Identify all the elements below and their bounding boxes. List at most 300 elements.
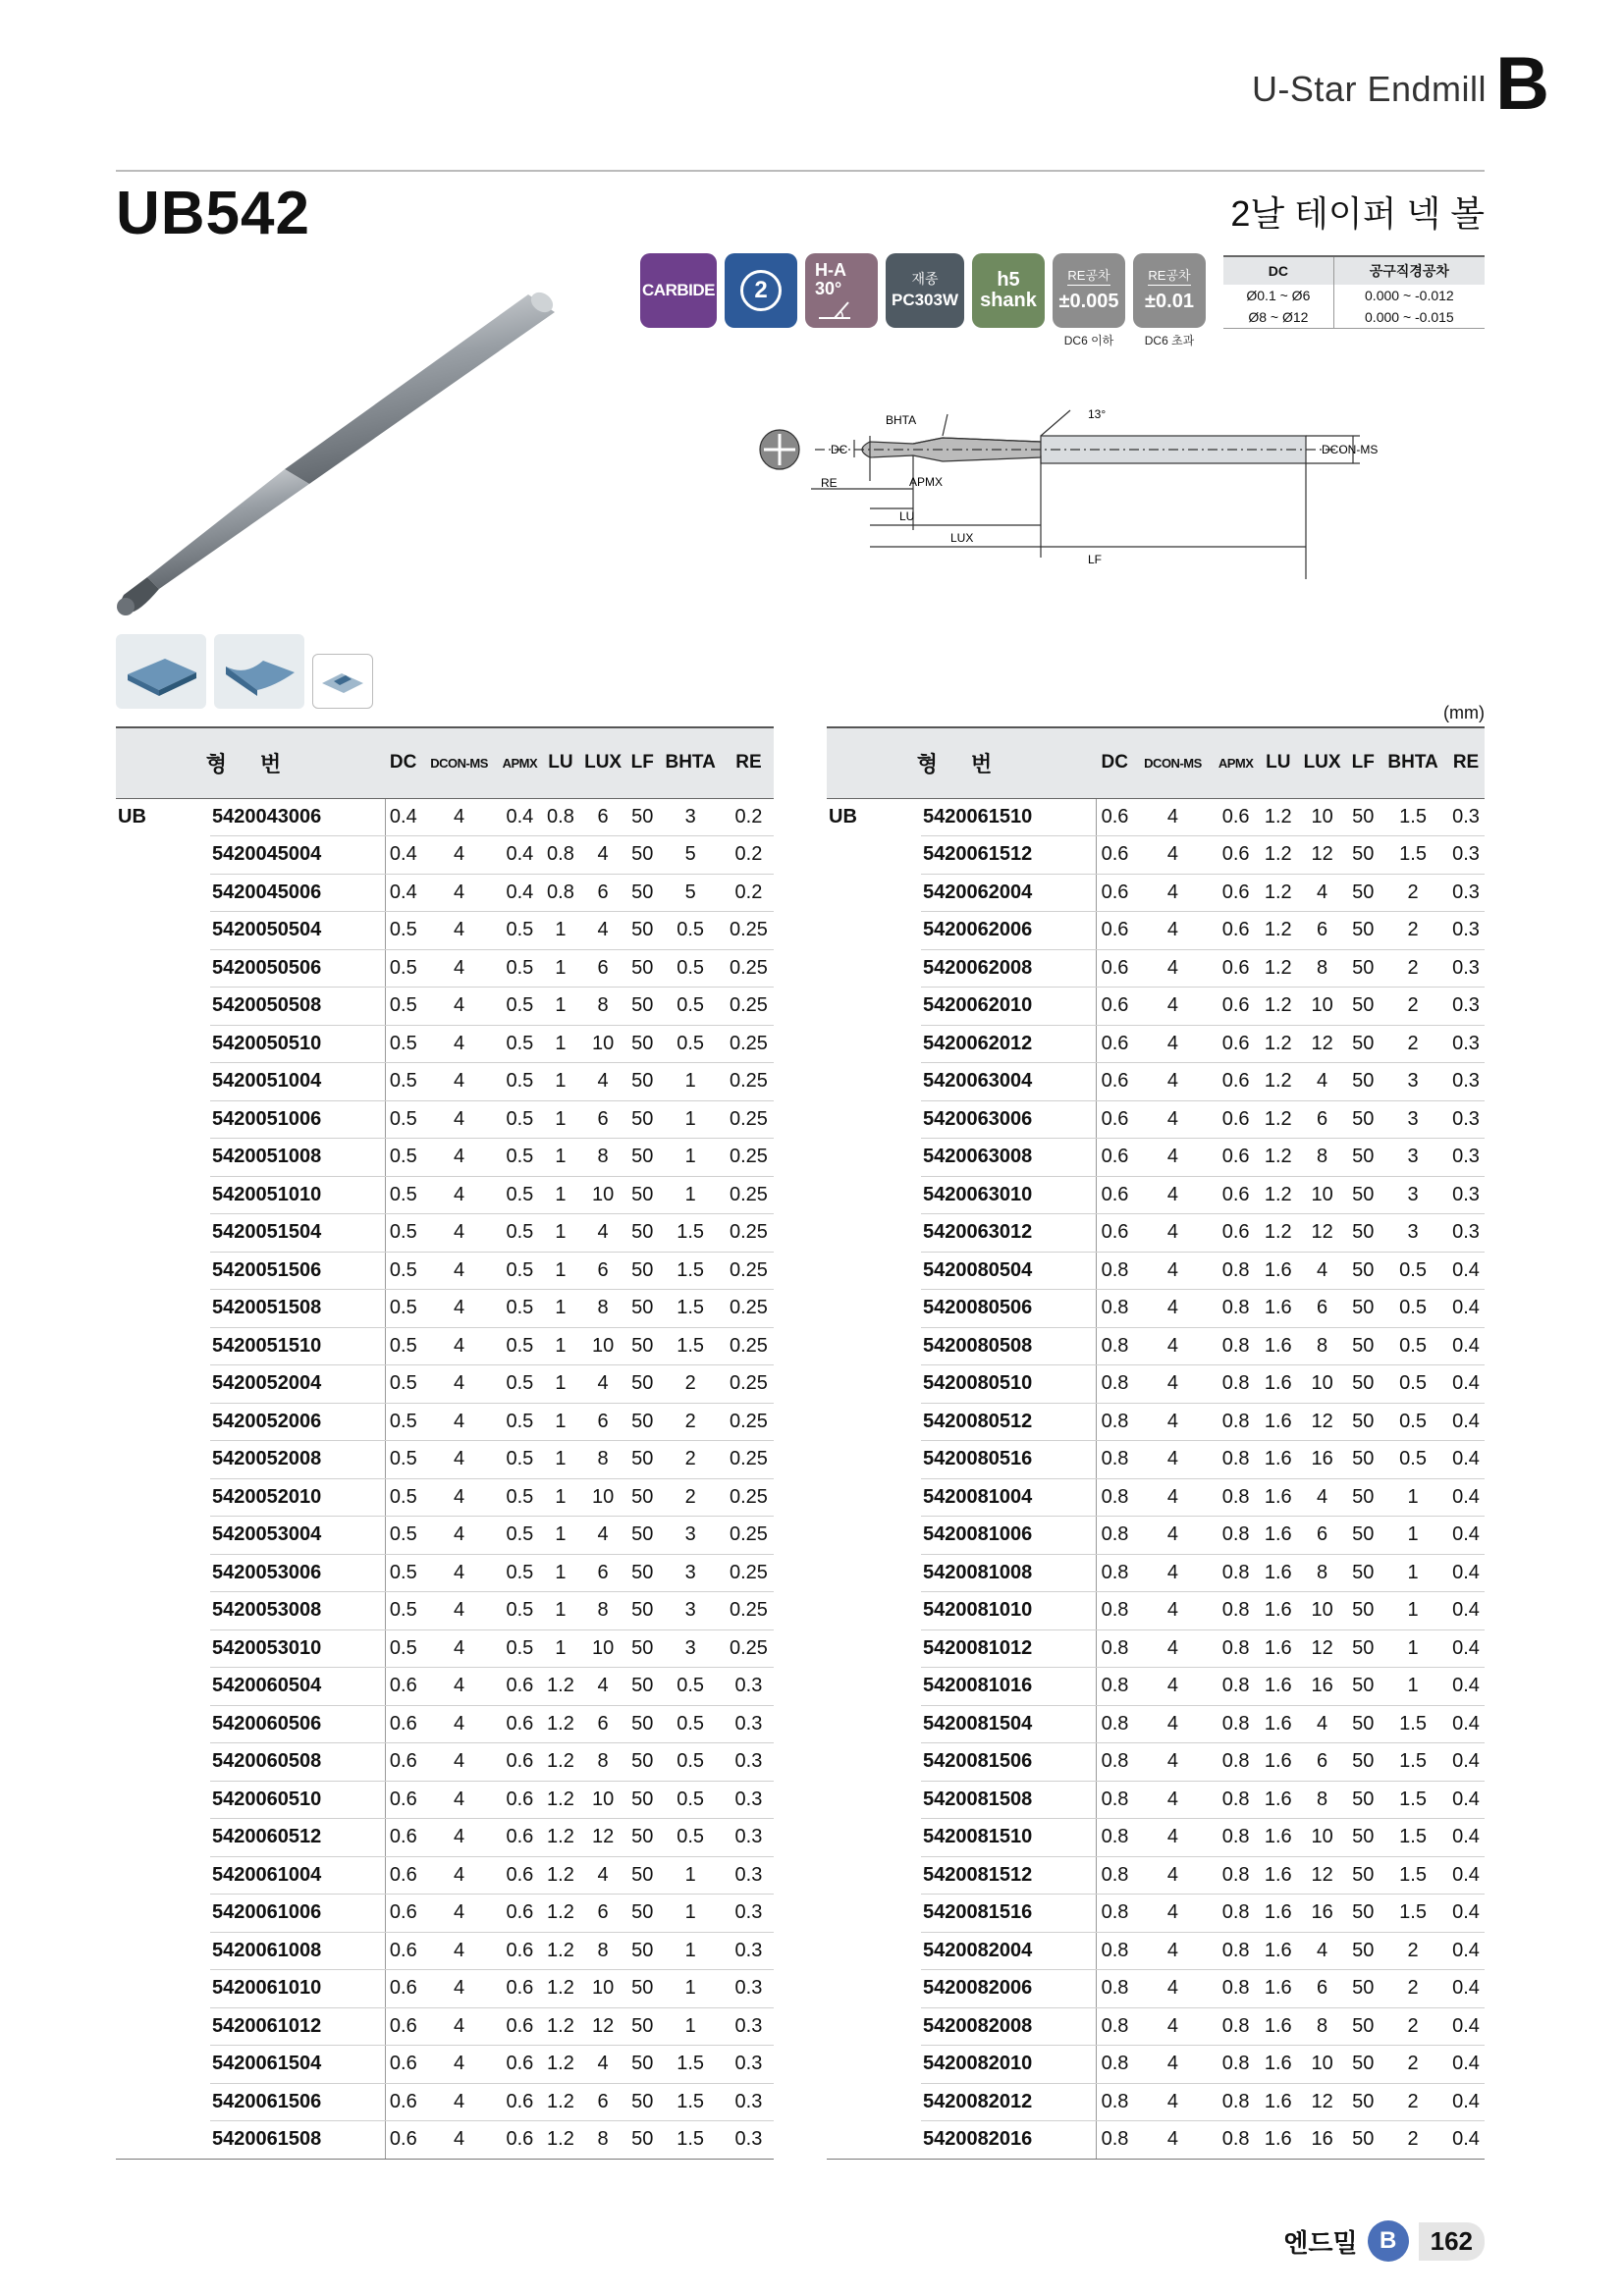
- spec-cell: 50: [1347, 1403, 1379, 1441]
- spec-cell: 0.8: [1096, 1705, 1134, 1743]
- spec-cell: 4: [578, 1668, 627, 1706]
- product-code-cell: 5420063008: [921, 1139, 1096, 1177]
- spec-cell: 1.2: [543, 2083, 578, 2121]
- spec-cell: 4: [421, 2007, 497, 2046]
- spec-cell: 0.6: [385, 1743, 421, 1782]
- table-row: [827, 1705, 1485, 1743]
- spec-cell: 0.8: [1212, 1441, 1259, 1479]
- spec-cell: 0.25: [724, 1290, 774, 1328]
- spec-cell: 0.5: [1379, 1365, 1447, 1404]
- spec-cell: 12: [1297, 1629, 1348, 1668]
- slot-machining-icon: [312, 654, 373, 709]
- table-row: [827, 836, 1485, 875]
- spec-cell: 1: [657, 1970, 723, 2008]
- product-code-cell: 5420051510: [210, 1327, 385, 1365]
- table-row: [116, 912, 774, 950]
- spec-cell: 4: [1134, 1252, 1213, 1290]
- spec-cell: 1: [543, 1441, 578, 1479]
- spec-cell: 4: [1134, 1365, 1213, 1404]
- product-code-cell: 5420050504: [210, 912, 385, 950]
- spec-cell: 1.6: [1260, 1290, 1297, 1328]
- spec-cell: 0.6: [1096, 798, 1134, 836]
- spec-cell: 4: [1134, 1781, 1213, 1819]
- spec-cell: 1: [657, 1932, 723, 1970]
- tol-header-dc: DC: [1223, 256, 1333, 285]
- spec-cell: 4: [421, 1214, 497, 1253]
- spec-cell: 4: [1134, 2046, 1213, 2084]
- table-row: [827, 1592, 1485, 1630]
- spec-cell: 0.4: [1447, 1403, 1485, 1441]
- header-dc: DC: [385, 727, 421, 798]
- spec-cell: 0.5: [497, 912, 543, 950]
- spec-cell: 0.3: [724, 1970, 774, 2008]
- spec-cell: 1: [543, 1592, 578, 1630]
- diagram-label-bhta: BHTA: [886, 413, 917, 427]
- table-row: [827, 988, 1485, 1026]
- spec-cell: 6: [1297, 1290, 1348, 1328]
- spec-cell: 1.5: [657, 1214, 723, 1253]
- spec-cell: 0.2: [724, 874, 774, 912]
- spec-cell: 4: [1297, 1063, 1348, 1101]
- series-cell: [827, 1327, 921, 1365]
- spec-cell: 0.4: [1447, 2121, 1485, 2160]
- spec-cell: 4: [1134, 836, 1213, 875]
- series-cell: [116, 1327, 210, 1365]
- table-row: [116, 874, 774, 912]
- flute-badge: 2: [725, 253, 797, 328]
- series-cell: [827, 874, 921, 912]
- spec-cell: 0.6: [497, 1970, 543, 2008]
- spec-cell: 8: [578, 1743, 627, 1782]
- spec-cell: 0.5: [497, 1517, 543, 1555]
- spec-cell: 1: [543, 1629, 578, 1668]
- spec-cell: 1.2: [1260, 1139, 1297, 1177]
- spec-cell: 4: [421, 1819, 497, 1857]
- spec-cell: 4: [1134, 1856, 1213, 1895]
- spec-cell: 50: [627, 874, 657, 912]
- spec-cell: 4: [1134, 949, 1213, 988]
- table-row: [827, 1554, 1485, 1592]
- spec-cell: 1: [657, 2007, 723, 2046]
- spec-cell: 4: [1134, 1517, 1213, 1555]
- spec-cell: 0.8: [1212, 2121, 1259, 2160]
- spec-cell: 1.5: [657, 1290, 723, 1328]
- spec-cell: 1.6: [1260, 1895, 1297, 1933]
- spec-cell: 0.25: [724, 1214, 774, 1253]
- product-code-cell: 5420052010: [210, 1478, 385, 1517]
- spec-cell: 50: [1347, 836, 1379, 875]
- product-code-cell: 5420051508: [210, 1290, 385, 1328]
- helix-badge: H-A 30°: [805, 253, 878, 328]
- spec-cell: 50: [627, 1252, 657, 1290]
- header-lf: LF: [627, 727, 657, 798]
- spec-cell: 6: [578, 2083, 627, 2121]
- spec-cell: 0.8: [1212, 1478, 1259, 1517]
- table-row: [827, 1441, 1485, 1479]
- spec-cell: 0.4: [1447, 1365, 1485, 1404]
- spec-cell: 1.5: [1379, 836, 1447, 875]
- spec-cell: 8: [1297, 949, 1348, 988]
- table-row: [116, 1441, 774, 1479]
- spec-cell: 50: [1347, 1365, 1379, 1404]
- spec-cell: 0.5: [497, 1025, 543, 1063]
- spec-cell: 0.8: [1096, 1290, 1134, 1328]
- spec-cell: 1.2: [1260, 988, 1297, 1026]
- spec-cell: 50: [1347, 1668, 1379, 1706]
- spec-cell: 0.8: [1212, 1819, 1259, 1857]
- spec-cell: 50: [627, 1592, 657, 1630]
- spec-cell: 4: [578, 1214, 627, 1253]
- spec-cell: 4: [421, 1327, 497, 1365]
- series-cell: [116, 912, 210, 950]
- spec-cell: 0.8: [1096, 2007, 1134, 2046]
- spec-cell: 0.5: [385, 1327, 421, 1365]
- spec-cell: 0.6: [385, 2046, 421, 2084]
- diagram-label-lux: LUX: [950, 531, 974, 545]
- spec-cell: 1: [543, 1139, 578, 1177]
- spec-cell: 4: [1134, 1743, 1213, 1782]
- spec-cell: 10: [578, 1970, 627, 2008]
- spec-cell: 0.6: [385, 2007, 421, 2046]
- spec-cell: 2: [1379, 2046, 1447, 2084]
- product-code-cell: 5420081012: [921, 1629, 1096, 1668]
- spec-cell: 0.8: [1096, 1554, 1134, 1592]
- spec-cell: 10: [578, 1478, 627, 1517]
- spec-cell: 0.4: [1447, 1668, 1485, 1706]
- spec-cell: 1.6: [1260, 1668, 1297, 1706]
- table-row: [827, 1478, 1485, 1517]
- header-model: 형 번: [827, 727, 1096, 798]
- product-code-cell: 5420052006: [210, 1403, 385, 1441]
- table-row: [116, 2121, 774, 2160]
- spec-cell: 1.5: [1379, 1856, 1447, 1895]
- spec-cell: 1.6: [1260, 1365, 1297, 1404]
- table-row: [827, 874, 1485, 912]
- spec-cell: 1: [657, 1895, 723, 1933]
- spec-cell: 0.5: [1379, 1290, 1447, 1328]
- product-code-cell: 5420050506: [210, 949, 385, 988]
- product-code-cell: 5420045006: [210, 874, 385, 912]
- spec-cell: 0.8: [1212, 1932, 1259, 1970]
- spec-cell: 50: [1347, 1252, 1379, 1290]
- spec-cell: 1.5: [1379, 798, 1447, 836]
- spec-cell: 16: [1297, 1441, 1348, 1479]
- spec-cell: 0.4: [1447, 1705, 1485, 1743]
- table-row: [116, 1139, 774, 1177]
- table-row: [116, 1895, 774, 1933]
- spec-cell: 1.2: [543, 1668, 578, 1706]
- spec-cell: 1.2: [543, 1781, 578, 1819]
- spec-cell: 0.4: [1447, 1441, 1485, 1479]
- series-cell: [116, 1743, 210, 1782]
- spec-cell: 0.4: [1447, 2007, 1485, 2046]
- product-code-cell: 5420061012: [210, 2007, 385, 2046]
- table-row: [827, 1517, 1485, 1555]
- spec-cell: 1: [1379, 1554, 1447, 1592]
- spec-cell: 0.6: [497, 1781, 543, 1819]
- diagram-label-lf: LF: [1088, 553, 1103, 566]
- spec-cell: 50: [627, 1781, 657, 1819]
- spec-cell: 0.25: [724, 949, 774, 988]
- spec-cell: 50: [1347, 2046, 1379, 2084]
- spec-cell: 4: [421, 1063, 497, 1101]
- diameter-tolerance-table: [1223, 255, 1485, 329]
- spec-cell: 4: [1134, 1139, 1213, 1177]
- header-dcon: DCON-MS: [421, 727, 497, 798]
- spec-cell: 50: [1347, 2121, 1379, 2160]
- table-row: [827, 1327, 1485, 1365]
- spec-cell: 1: [657, 1856, 723, 1895]
- spec-cell: 0.8: [1212, 1743, 1259, 1782]
- spec-cell: 4: [421, 1478, 497, 1517]
- series-cell: [827, 1176, 921, 1214]
- product-code-cell: 5420060510: [210, 1781, 385, 1819]
- spec-cell: 2: [1379, 2121, 1447, 2160]
- spec-cell: 1.2: [543, 2121, 578, 2160]
- table-row: [827, 1895, 1485, 1933]
- product-code-cell: 5420082012: [921, 2083, 1096, 2121]
- spec-cell: 4: [421, 1856, 497, 1895]
- spec-cell: 0.4: [385, 874, 421, 912]
- spec-cell: 0.6: [1096, 1063, 1134, 1101]
- spec-cell: 4: [1134, 912, 1213, 950]
- spec-cell: 4: [421, 1517, 497, 1555]
- spec-cell: 4: [421, 1781, 497, 1819]
- spec-cell: 0.5: [385, 1025, 421, 1063]
- spec-cell: 0.5: [657, 1819, 723, 1857]
- spec-cell: 50: [1347, 798, 1379, 836]
- unit-label: (mm): [1443, 703, 1485, 722]
- spec-cell: 4: [1297, 874, 1348, 912]
- spec-cell: 0.25: [724, 1441, 774, 1479]
- spec-cell: 50: [627, 2121, 657, 2160]
- spec-cell: 50: [1347, 1025, 1379, 1063]
- series-cell: [116, 1517, 210, 1555]
- spec-cell: 8: [578, 1139, 627, 1177]
- spec-cell: 10: [1297, 1176, 1348, 1214]
- series-cell: UB: [118, 806, 146, 828]
- spec-cell: 1: [1379, 1517, 1447, 1555]
- header-re: RE: [724, 727, 774, 798]
- spec-cell: 0.25: [724, 1327, 774, 1365]
- spec-cell: 4: [421, 836, 497, 875]
- spec-cell: 0.8: [1212, 1403, 1259, 1441]
- spec-cell: 0.8: [543, 874, 578, 912]
- table-row: [116, 1365, 774, 1404]
- spec-cell: 0.3: [724, 1932, 774, 1970]
- spec-cell: 1.6: [1260, 1592, 1297, 1630]
- series-cell: [827, 1441, 921, 1479]
- spec-cell: 1: [1379, 1478, 1447, 1517]
- spec-cell: 0.5: [385, 1290, 421, 1328]
- spec-cell: 0.5: [1379, 1441, 1447, 1479]
- spec-cell: 0.8: [1096, 1441, 1134, 1479]
- table-row: [116, 988, 774, 1026]
- spec-cell: 0.6: [497, 1932, 543, 1970]
- spec-cell: 8: [1297, 1554, 1348, 1592]
- spec-cell: 4: [578, 2046, 627, 2084]
- spec-cell: 0.4: [497, 836, 543, 875]
- spec-cell: 1.5: [657, 2046, 723, 2084]
- spec-cell: 1.6: [1260, 1403, 1297, 1441]
- series-cell: [116, 949, 210, 988]
- spec-cell: 4: [1134, 1592, 1213, 1630]
- header-apmx: APMX: [1212, 727, 1259, 798]
- spec-cell: 50: [627, 912, 657, 950]
- product-code-cell: 5420081004: [921, 1478, 1096, 1517]
- spec-cell: 0.3: [1447, 1176, 1485, 1214]
- series-cell: [116, 1705, 210, 1743]
- table-row: [827, 1290, 1485, 1328]
- spec-cell: 0.5: [385, 1592, 421, 1630]
- spec-cell: 12: [578, 2007, 627, 2046]
- spec-cell: 2: [1379, 1025, 1447, 1063]
- spec-cell: 0.8: [1096, 1252, 1134, 1290]
- table-row: [827, 1252, 1485, 1290]
- spec-cell: 4: [1134, 1176, 1213, 1214]
- spec-cell: 0.4: [1447, 2083, 1485, 2121]
- spec-cell: 4: [1134, 2083, 1213, 2121]
- product-code-cell: 5420062006: [921, 912, 1096, 950]
- table-row: [116, 798, 774, 836]
- spec-cell: 1.2: [543, 2007, 578, 2046]
- re-tolerance-badge-1: RE공차 ±0.005: [1053, 253, 1125, 328]
- spec-cell: 50: [627, 1365, 657, 1404]
- product-code-cell: 5420080508: [921, 1327, 1096, 1365]
- spec-cell: 0.3: [724, 1856, 774, 1895]
- spec-cell: 4: [1134, 2121, 1213, 2160]
- spec-cell: 0.25: [724, 1139, 774, 1177]
- spec-cell: 0.8: [1212, 1856, 1259, 1895]
- spec-cell: 6: [578, 949, 627, 988]
- table-row: [827, 1100, 1485, 1139]
- spec-cell: 50: [627, 1629, 657, 1668]
- spec-cell: 0.5: [385, 1629, 421, 1668]
- spec-cell: 8: [1297, 2007, 1348, 2046]
- table-row: [116, 1290, 774, 1328]
- series-cell: UB: [829, 806, 857, 828]
- spec-cell: 1.5: [1379, 1743, 1447, 1782]
- spec-cell: 0.8: [543, 798, 578, 836]
- spec-cell: 0.5: [497, 1214, 543, 1253]
- spec-cell: 0.3: [1447, 988, 1485, 1026]
- spec-cell: 50: [627, 1554, 657, 1592]
- table-row: [116, 1668, 774, 1706]
- spec-cell: 0.6: [385, 1895, 421, 1933]
- series-cell: [116, 1668, 210, 1706]
- spec-cell: 1: [543, 949, 578, 988]
- series-cell: [827, 1668, 921, 1706]
- series-cell: [116, 2046, 210, 2084]
- spec-cell: 0.8: [1212, 1705, 1259, 1743]
- table-row: [827, 2083, 1485, 2121]
- product-code-cell: 5420080504: [921, 1252, 1096, 1290]
- spec-cell: 4: [421, 988, 497, 1026]
- spec-cell: 1.5: [657, 1327, 723, 1365]
- spec-cell: 1.2: [543, 1743, 578, 1782]
- product-code-cell: 5420062010: [921, 988, 1096, 1026]
- spec-cell: 50: [1347, 1705, 1379, 1743]
- spec-cell: 1: [657, 1063, 723, 1101]
- spec-cell: 50: [627, 1856, 657, 1895]
- spec-cell: 4: [421, 1441, 497, 1479]
- table-row: [116, 1856, 774, 1895]
- spec-cell: 0.8: [1212, 1629, 1259, 1668]
- spec-cell: 0.25: [724, 1365, 774, 1404]
- spec-cell: 50: [627, 798, 657, 836]
- table-row: [827, 1176, 1485, 1214]
- product-code-cell: 5420081512: [921, 1856, 1096, 1895]
- diagram-label-apmx: APMX: [909, 475, 944, 489]
- product-code-cell: 5420045004: [210, 836, 385, 875]
- spec-cell: 4: [578, 1856, 627, 1895]
- product-code-cell: 5420060512: [210, 1819, 385, 1857]
- spec-cell: 0.5: [497, 1176, 543, 1214]
- product-code-cell: 5420081506: [921, 1743, 1096, 1782]
- table-row: [116, 1629, 774, 1668]
- product-code-cell: 5420053004: [210, 1517, 385, 1555]
- product-code-cell: 5420082008: [921, 2007, 1096, 2046]
- spec-cell: 50: [1347, 1214, 1379, 1253]
- spec-cell: 50: [627, 1139, 657, 1177]
- diagram-label-dcon: DCON-MS: [1322, 443, 1379, 456]
- spec-cell: 50: [627, 1025, 657, 1063]
- spec-cell: 0.3: [1447, 836, 1485, 875]
- series-cell: [827, 1365, 921, 1404]
- spec-cell: 0.3: [724, 1705, 774, 1743]
- series-cell: [116, 1252, 210, 1290]
- product-code-cell: 5420081008: [921, 1554, 1096, 1592]
- spec-cell: 4: [578, 1517, 627, 1555]
- table-row: [116, 1403, 774, 1441]
- spec-cell: 4: [421, 1629, 497, 1668]
- spec-cell: 0.5: [497, 949, 543, 988]
- spec-cell: 12: [1297, 1025, 1348, 1063]
- footer-label: 엔드밀: [1283, 2227, 1358, 2258]
- spec-cell: 0.5: [1379, 1403, 1447, 1441]
- spec-cell: 0.25: [724, 1554, 774, 1592]
- application-icons: [116, 634, 373, 709]
- table-row: [116, 2046, 774, 2084]
- spec-cell: 50: [627, 1668, 657, 1706]
- spec-cell: 4: [421, 1705, 497, 1743]
- spec-cell: 1.2: [543, 1970, 578, 2008]
- spec-cell: 1.2: [1260, 836, 1297, 875]
- spec-cell: 0.6: [385, 2083, 421, 2121]
- contour-machining-icon: [214, 634, 304, 709]
- spec-cell: 8: [578, 1441, 627, 1479]
- spec-cell: 0.6: [385, 1668, 421, 1706]
- spec-cell: 1: [543, 1025, 578, 1063]
- spec-cell: 1.6: [1260, 1252, 1297, 1290]
- tol-cell: 0.000 ~ -0.012: [1365, 288, 1454, 303]
- spec-cell: 0.8: [1096, 1781, 1134, 1819]
- table-row: [827, 1403, 1485, 1441]
- series-cell: [116, 1100, 210, 1139]
- spec-cell: 0.8: [1096, 1856, 1134, 1895]
- tol-cell: 0.000 ~ -0.015: [1333, 306, 1485, 329]
- spec-cell: 0.6: [385, 1819, 421, 1857]
- spec-cell: 0.6: [1096, 912, 1134, 950]
- series-cell: [116, 1290, 210, 1328]
- table-row: [116, 1932, 774, 1970]
- table-row: [116, 1214, 774, 1253]
- product-code-cell: 5420052004: [210, 1365, 385, 1404]
- spec-cell: 0.5: [657, 1025, 723, 1063]
- product-table-left: [116, 726, 774, 2160]
- spec-cell: 0.8: [543, 836, 578, 875]
- spec-cell: 4: [421, 1554, 497, 1592]
